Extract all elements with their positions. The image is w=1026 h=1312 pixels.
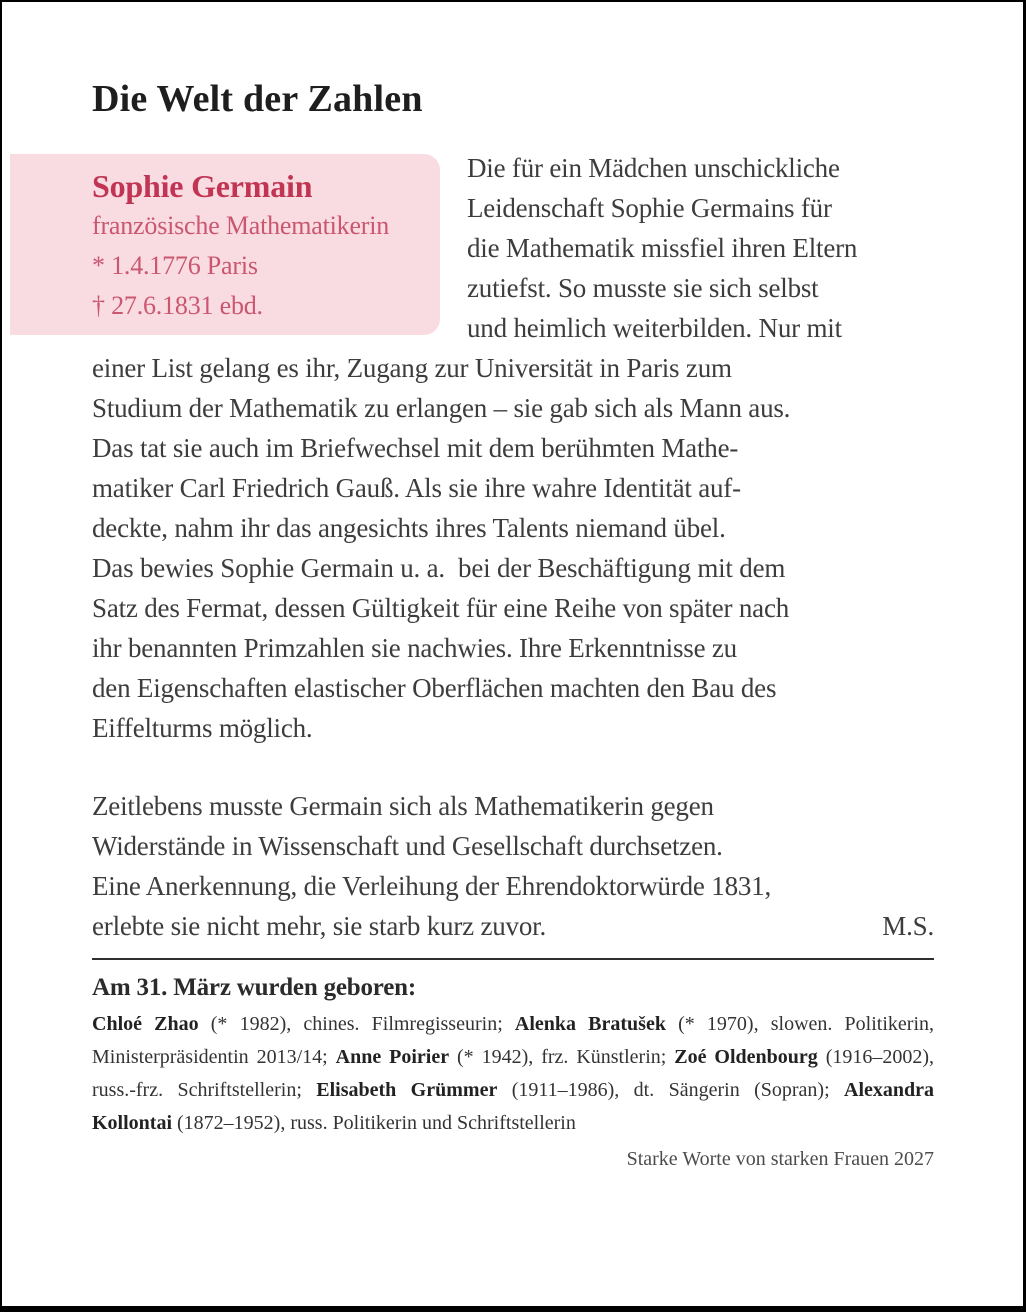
- author-initials: M.S.: [882, 911, 934, 941]
- paragraph-2: [92, 786, 934, 946]
- birthday-person-details: (* 1970), slowen. Politikerin, Ministerpräsidentin 2013/14;: [92, 1013, 934, 1068]
- birthday-person-name: Zoé Oldenbourg: [674, 1046, 818, 1068]
- bio-death-date: † 27.6.1831 ebd.: [92, 291, 263, 320]
- page-title: Die Welt der Zahlen: [92, 78, 423, 120]
- text-line: Widerstände in Wissenschaft und Gesellschaft durchsetzen.: [92, 831, 723, 861]
- divider-rule: [92, 958, 934, 960]
- birthday-person-name: Anne Poirier: [335, 1046, 450, 1068]
- bio-name: Sophie Germain: [92, 168, 313, 204]
- text-line: Eine Anerkennung, die Verleihung der Ehrendoktorwürde 1831,: [92, 871, 772, 901]
- biography-article: [92, 148, 934, 946]
- birthday-person-details: (1872–1952), russ. Politikerin und Schriftstellerin: [172, 1112, 576, 1134]
- text-line: Leidenschaft Sophie Germains für: [467, 193, 832, 223]
- birthday-person-details: (1911–1986), dt. Sängerin (Sopran);: [497, 1079, 845, 1101]
- bio-role: französische Mathematikerin: [92, 211, 390, 240]
- birthday-person-name: Elisabeth Grümmer: [316, 1079, 498, 1101]
- birthdays-heading: Am 31. März wurden geboren:: [92, 974, 416, 1001]
- text-line: Die für ein Mädchen unschickliche: [467, 153, 840, 183]
- text-line: einer List gelang es ihr, Zugang zur Universität in Paris zum: [92, 353, 732, 383]
- birthdays-text: [92, 1008, 934, 1140]
- final-line-text: erlebte sie nicht mehr, sie starb kurz zuvor.: [92, 911, 547, 941]
- birthday-person-name: Chloé Zhao: [92, 1013, 199, 1035]
- text-line: ihr benannten Primzahlen sie nachwies. Ihre Erkenntnisse zu: [92, 633, 737, 663]
- text-line: Satz des Fermat, dessen Gültigkeit für eine Reihe von später nach: [92, 593, 790, 623]
- bio-box: [10, 154, 440, 335]
- paragraph-2-lines: [92, 786, 934, 906]
- text-line: den Eigenschaften elastischer Oberflächen machten den Bau des: [92, 673, 777, 703]
- text-line: Das bewies Sophie Germain u. a. bei der Beschäftigung mit dem: [92, 553, 786, 583]
- text-line: und heimlich weiterbilden. Nur mit: [467, 313, 842, 343]
- text-line: Zeitlebens musste Germain sich als Mathematikerin gegen: [92, 791, 714, 821]
- paragraph-2-final-line: [92, 906, 934, 946]
- text-line: Eiffelturms möglich.: [92, 713, 313, 743]
- text-line: Das tat sie auch im Briefwechsel mit dem berühmten Mathe-: [92, 433, 739, 463]
- series-title: Starke Worte von starken Frauen 2027: [626, 1148, 934, 1170]
- text-line: zutiefst. So musste sie sich selbst: [467, 273, 819, 303]
- bio-birth-date: * 1.4.1776 Paris: [92, 251, 258, 280]
- birthday-person-details: (* 1942), frz. Künstlerin;: [449, 1046, 675, 1068]
- page-content: [2, 78, 1023, 1172]
- birthday-person-name: Alenka Bratušek: [514, 1013, 666, 1035]
- birthday-person-details: (* 1982), chines. Filmregisseurin;: [198, 1013, 515, 1035]
- text-line: Studium der Mathematik zu erlangen – sie gab sich als Mann aus.: [92, 393, 791, 423]
- text-line: matiker Carl Friedrich Gauß. Als sie ihre wahre Identität auf-: [92, 473, 741, 503]
- text-line: die Mathematik missfiel ihren Eltern: [467, 233, 858, 263]
- birthday-person-details: (1916–2002), russ.-frz. Schriftstellerin;: [92, 1046, 935, 1101]
- text-line: deckte, nahm ihr das angesichts ihres Talents niemand übel.: [92, 513, 726, 543]
- birthday-person-name: Alexandra Kollontai: [92, 1079, 935, 1134]
